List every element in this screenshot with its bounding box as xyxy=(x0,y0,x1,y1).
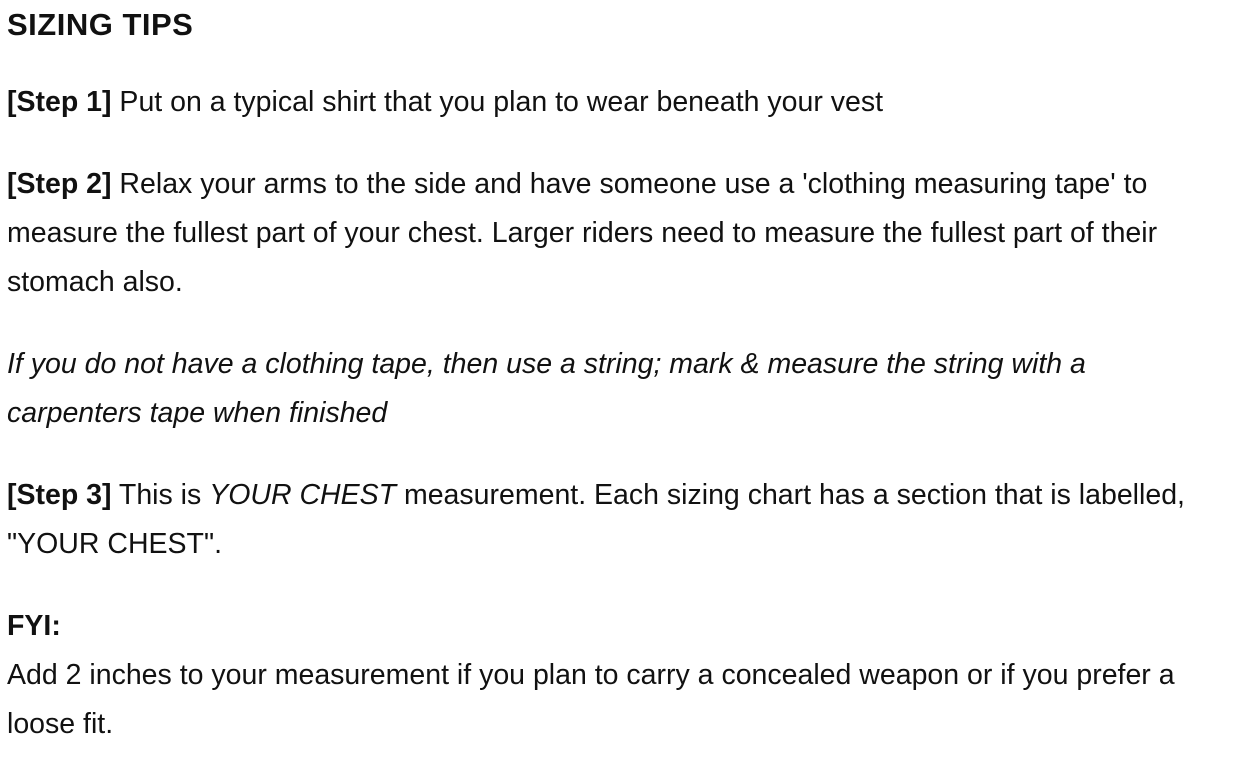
text-run: measurement. Each sizing chart has a section that is labelled, "YOUR CHEST". xyxy=(7,479,1185,560)
paragraph-step-1 xyxy=(7,78,1220,127)
paragraph-step-2 xyxy=(7,160,1220,307)
paragraph-string-tip-note xyxy=(7,340,1220,438)
text-run: If you do not have a clothing tape, then use a string; mark & measure the string with a carpenters tape when finished xyxy=(7,348,1086,429)
text-run: Put on a typical shirt that you plan to wear beneath your vest xyxy=(111,86,884,118)
page-title: SIZING TIPS xyxy=(7,7,194,42)
text-run: Add 2 inches to your measurement if you plan to carry a concealed weapon or if you prefer a loose fit. xyxy=(7,659,1175,740)
text-run: [Step 1] xyxy=(7,86,112,118)
text-run: FYI: xyxy=(7,610,61,642)
text-run: YOUR CHEST xyxy=(209,479,397,511)
text-run: [Step 3] xyxy=(7,479,112,511)
text-run: [Step 2] xyxy=(7,168,112,200)
paragraph-step-3 xyxy=(7,471,1220,569)
text-run: This is xyxy=(111,479,210,511)
document-body xyxy=(7,78,1220,749)
paragraph-fyi xyxy=(7,602,1220,749)
text-run: Relax your arms to the side and have someone use a 'clothing measuring tape' to measure the fullest part of your chest. Larger riders need to measure the fullest part of their stomach also. xyxy=(7,168,1158,298)
